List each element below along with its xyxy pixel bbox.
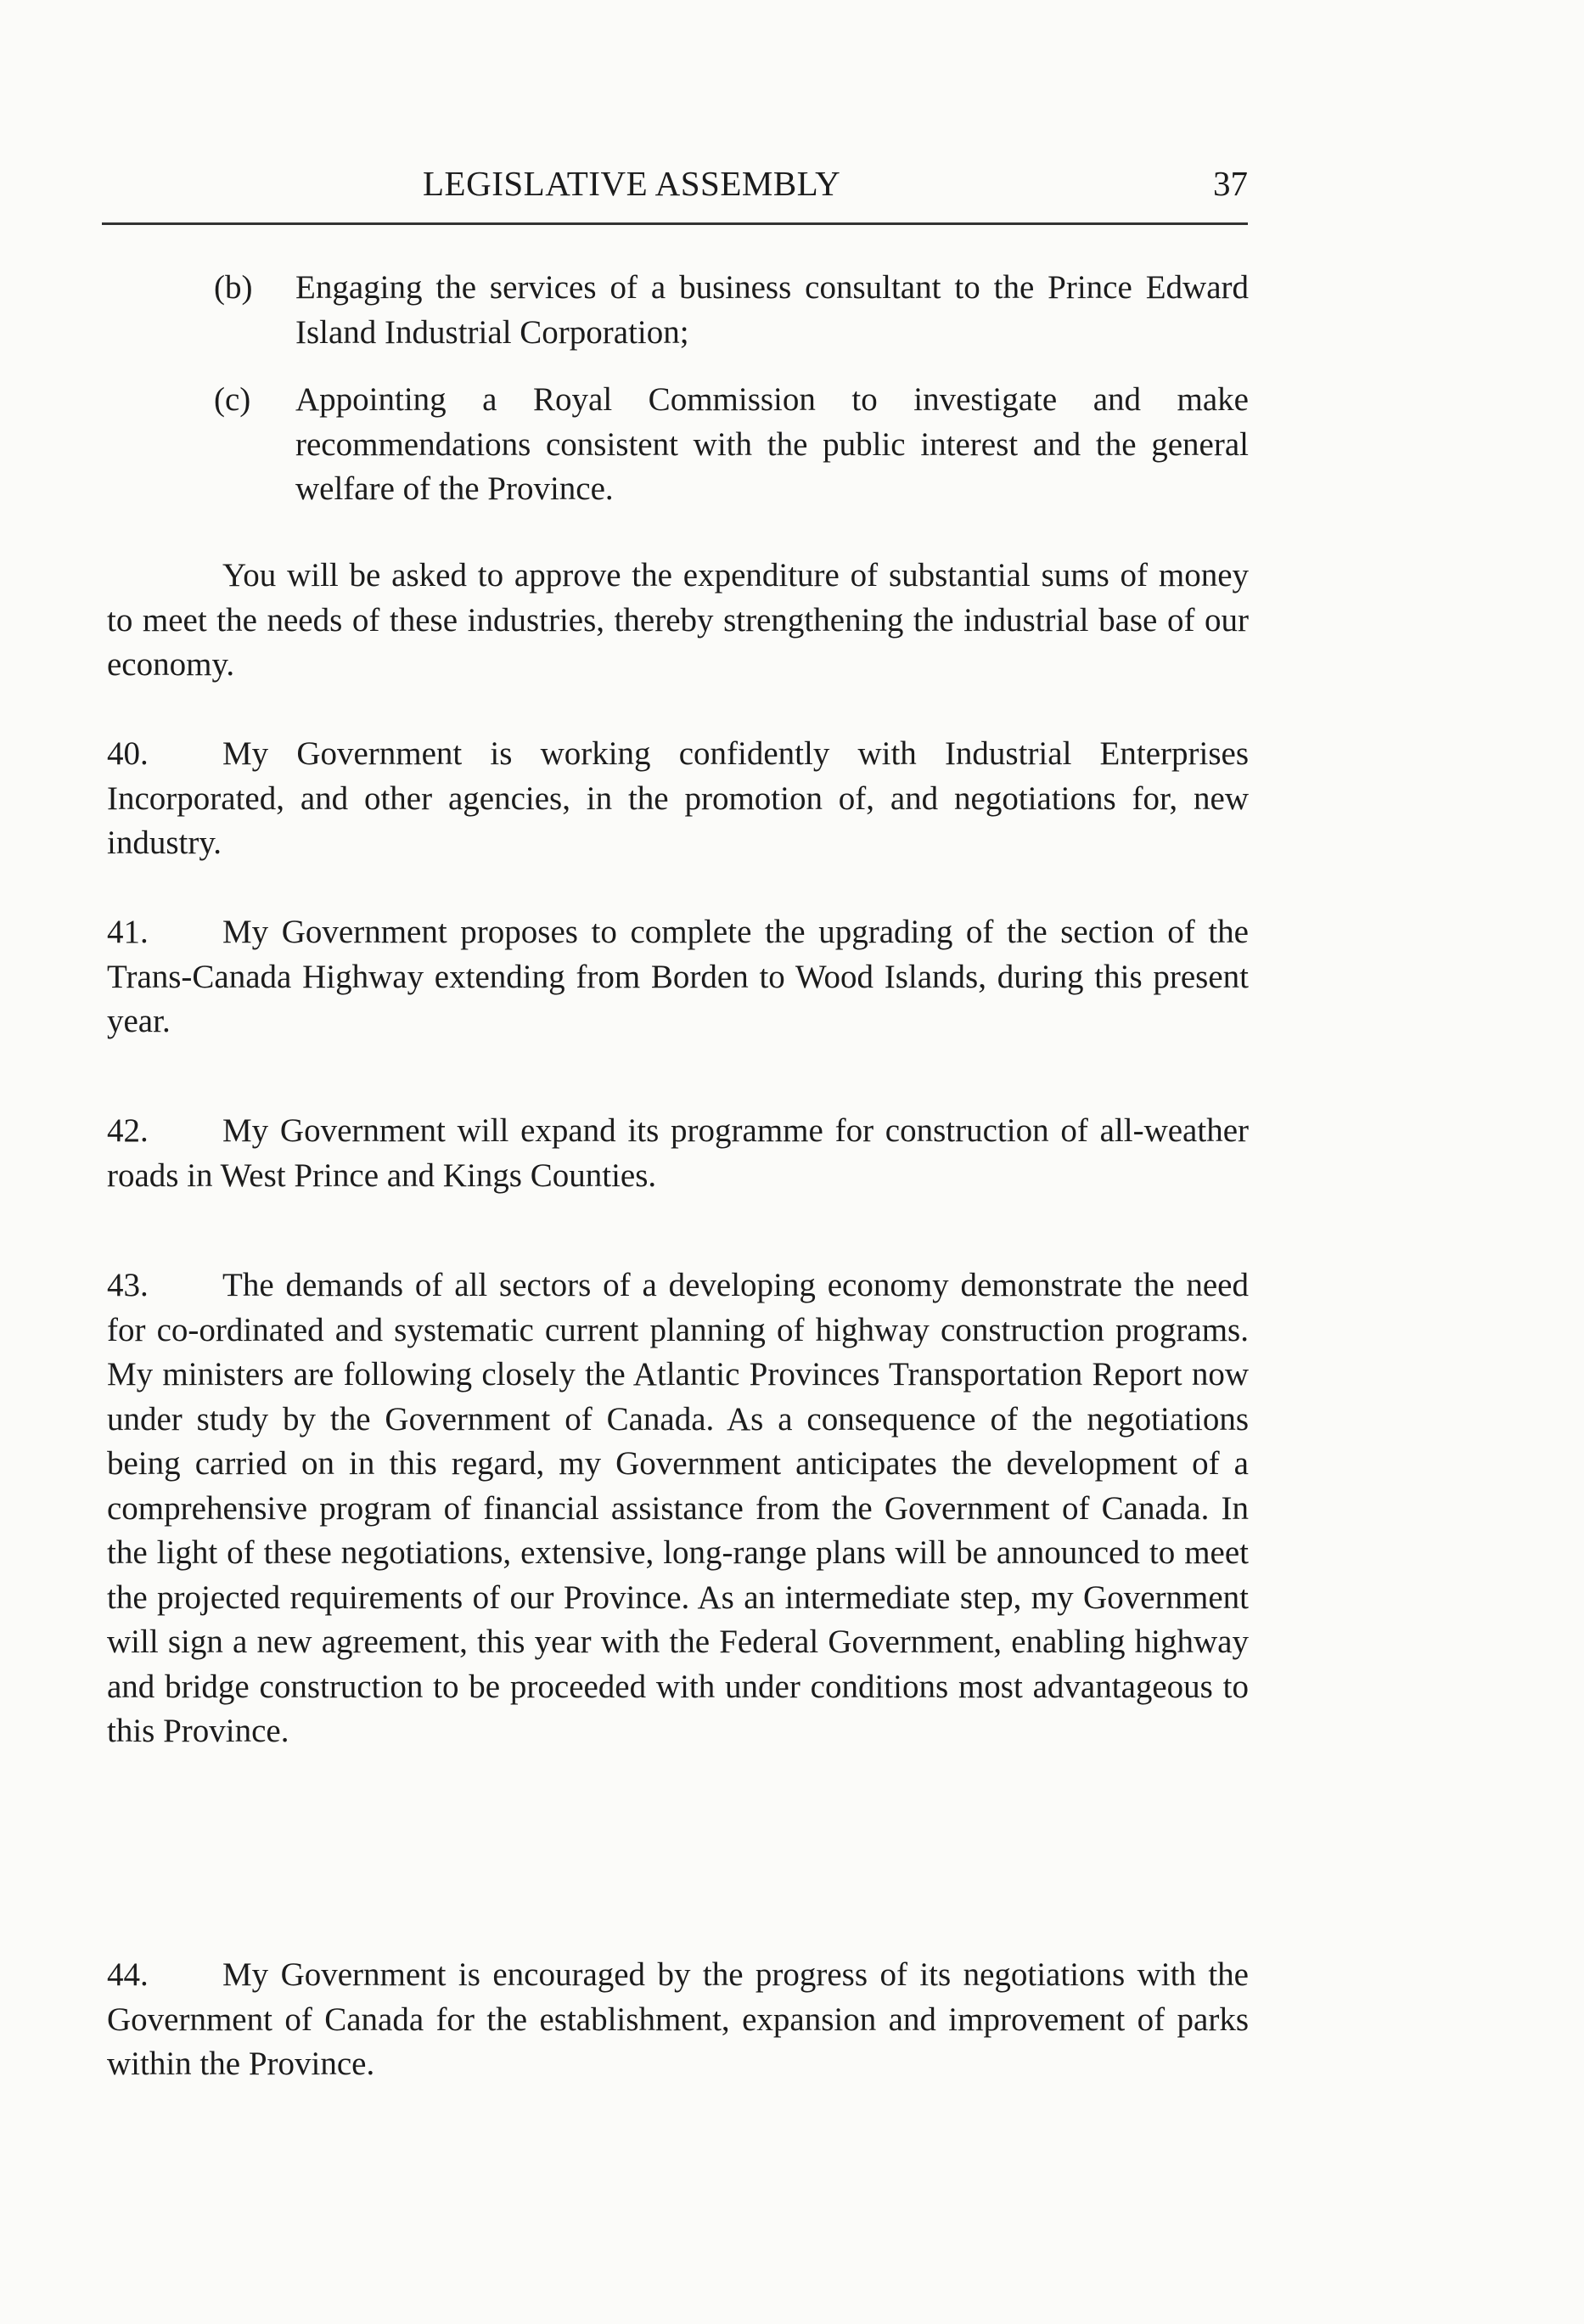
paragraph-text: My Government is encouraged by the progress of its negotiations with the Government of Canada for the establishment, expansion and improvement of parks within the Province.	[107, 1956, 1249, 2082]
sub-item-b	[214, 266, 1249, 355]
paragraph-43	[107, 1263, 1249, 1754]
paragraph-number: 40.	[107, 735, 149, 772]
sub-item-text: Appointing a Royal Commission to investigate and make recommendations consistent with the public interest and the general welfare of the Province.	[295, 381, 1249, 507]
sub-item-label: (b)	[214, 269, 253, 306]
paragraph-40	[107, 732, 1249, 866]
paragraph-number: 44.	[107, 1956, 149, 1993]
page-number: 37	[1213, 164, 1248, 203]
paragraph-number: 42.	[107, 1112, 149, 1149]
paragraph-41	[107, 910, 1249, 1044]
continuation-paragraph	[107, 554, 1249, 688]
paragraph-number: 41.	[107, 914, 149, 950]
sub-item-c	[214, 378, 1249, 512]
paragraph-42	[107, 1109, 1249, 1198]
paragraph-number: 43.	[107, 1267, 149, 1303]
paragraph-44	[107, 1953, 1249, 2087]
paragraph-text: My Government is working confidently with Industrial Enterprises Incorporated, and other agencies, in the promotion of, and negotiations for, new industry.	[107, 735, 1249, 861]
paragraph-text: My Government will expand its programme for construction of all-weather roads in West Prince and Kings Counties.	[107, 1112, 1249, 1194]
page-header	[102, 163, 1248, 225]
sub-item-text: Engaging the services of a business consultant to the Prince Edward Island Industrial Corporation;	[295, 269, 1249, 351]
sub-item-label: (c)	[214, 381, 251, 418]
paragraph-text: You will be asked to approve the expenditure of substantial sums of money to meet the needs of these industries, thereby strengthening the industrial base of our economy.	[107, 557, 1249, 683]
paragraph-text: My Government proposes to complete the upgrading of the section of the Trans-Canada Highway extending from Borden to Wood Islands, during this present year.	[107, 914, 1249, 1039]
running-head: LEGISLATIVE ASSEMBLY	[423, 164, 841, 203]
paragraph-text: The demands of all sectors of a developing economy demonstrate the need for co-ordinated and systematic current planning of highway construction programs. My ministers are following closely the Atlantic Provinces Transportation Report now under study by the Government of Canada. As a consequence of the negotiations being carried on in this regard, my Government anticipates the development of a comprehensive program of financial assistance from the Government of Canada. In the light of these negotiations, extensive, long-range plans will be announced to meet the projected requirements of our Province. As an intermediate step, my Government will sign a new agreement, this year with the Federal Government, enabling highway and bridge construction to be proceeded with under conditions most advantageous to this Province.	[107, 1267, 1249, 1749]
